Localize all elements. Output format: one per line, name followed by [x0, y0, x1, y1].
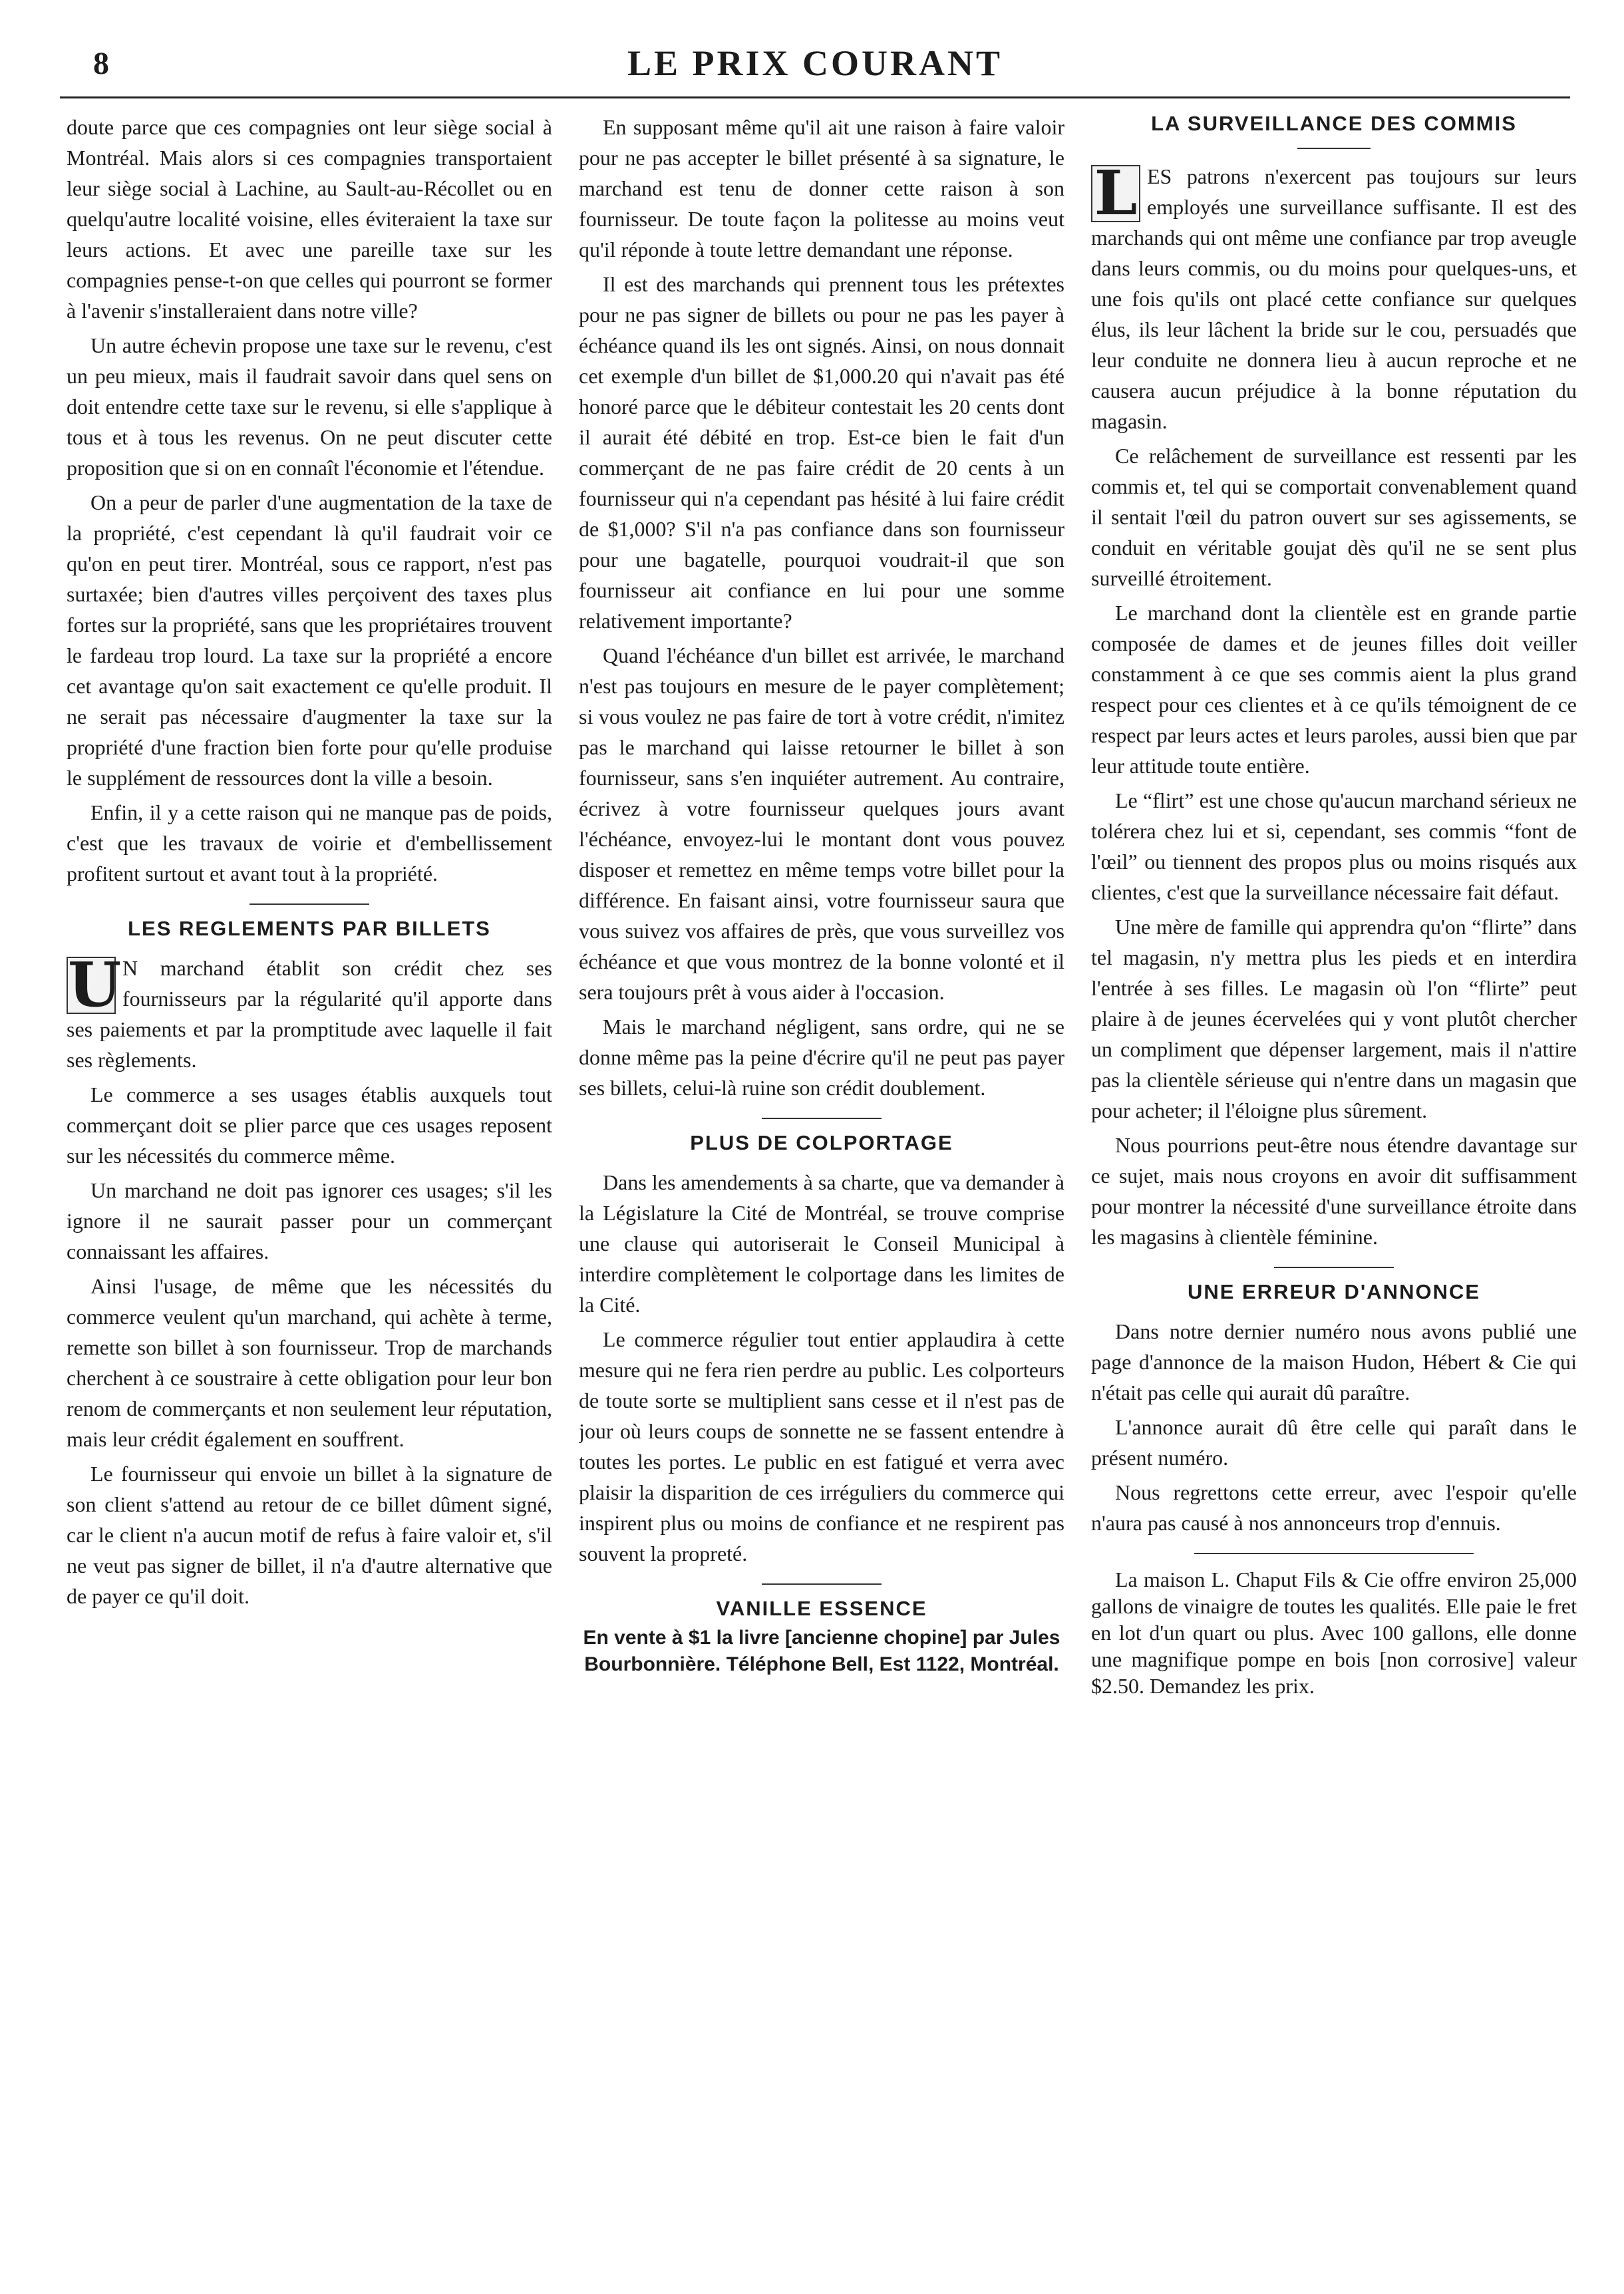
colportage-paragraph-2: Le commerce régulier tout entier applaudira à cette mesure qui ne fera rien perdre au public. Les colporteurs de toute sorte se multiplient sans cesse et il n'est pas de jour où leurs coups de sonnette ne se fassent entendre à toutes les portes. Le public en est fatigué et verra avec plaisir la disparition de ces irréguliers du commerce qui inspirent plus ou moins de confiance et ne respirent pas souvent la propreté. [579, 1327, 1064, 1565]
reglements-paragraph-1-text: N marchand établit son crédit chez ses fournisseurs par la régularité qu'il apporte dans ses paiements et par la promptitude avec laquelle il fait ses règlements. [67, 956, 552, 1072]
reglements-paragraph-1 [67, 949, 552, 1075]
section-divider [762, 1118, 882, 1119]
chaput-notice: La maison L. Chaput Fils & Cie offre environ 25,000 gallons de vinaigre de toutes les qualités. Elle paie le fret en lot d'un quart ou plus. Avec 100 gallons, elle donne une magnifique pompe en bois [non corrosive] valeur $2.50. Demandez les prix. [1091, 1567, 1577, 1698]
newspaper-page [60, 33, 1577, 2262]
surveillance-paragraph-6: Nous pourrions peut-être nous étendre davantage sur ce sujet, mais nous croyons en avoir dit suffisamment pour montrer la nécessité d'une surveillance étroite dans les magasins à clientèle féminine. [1091, 1133, 1577, 1249]
heading-plus-de-colportage: PLUS DE COLPORTAGE [690, 1131, 953, 1154]
drop-cap-letter: L [1091, 165, 1140, 222]
heading-vanille-essence: VANILLE ESSENCE [716, 1597, 927, 1620]
page-header [60, 33, 1570, 98]
billets-paragraph-1: En supposant même qu'il ait une raison à faire valoir pour ne pas accepter le billet présenté à sa signature, le marchand est tenu de donner cette raison à son fournisseur. De toute façon la politesse au moins veut qu'il réponde à toute lettre demandant une réponse. [579, 115, 1064, 261]
surveillance-paragraph-4: Le “flirt” est une chose qu'aucun marchand sérieux ne tolérera chez lui et si, cependant, ses commis “font de l'œil” ou tiennent des propos plus ou moins risqués aux clientes, c'est que la surveillance nécessaire fait défaut. [1091, 788, 1577, 904]
reglements-paragraph-3: Un marchand ne doit pas ignorer ces usages; s'il les ignore il ne saurait passer pour un commerçant connaissant les affaires. [67, 1178, 552, 1263]
billets-paragraph-3: Quand l'échéance d'un billet est arrivée, le marchand n'est pas toujours en mesure de le payer complètement; si vous voulez ne pas faire de tort à votre crédit, n'imitez pas le marchand qui laisse retourner le billet à son fournisseur, sans s'en inquiéter autrement. Au contraire, écrivez à votre fournisseur quelques jours avant l'échéance, envoyez-lui le montant dont vous pouvez disposer et remettez en même temps votre billet pour la différence. En faisant ainsi, votre fournisseur saura que vous suivez vos affaires de près, que vous surveillez vos échéance et que vous montrez de la bonne volonté et il sera toujours prêt à vous aider à l'occasion. [579, 643, 1064, 1004]
section-divider [249, 903, 369, 905]
reglements-paragraph-5: Le fournisseur qui envoie un billet à la signature de son client s'attend au retour de ce billet dûment signé, car le client n'a aucun motif de refus à faire valoir et, s'il ne veut pas signer de billet, il n'a d'autre alternative que de payer ce qu'il doit. [67, 1462, 552, 1608]
article-columns [60, 112, 1577, 2261]
heading-erreur-annonce: UNE ERREUR D'ANNONCE [1187, 1280, 1481, 1303]
column-right [1091, 112, 1577, 2261]
column-middle [579, 112, 1064, 2261]
taxes-paragraph-1: doute parce que ces compagnies ont leur siège social à Montréal. Mais alors si ces compagnies transportaient leur siège social à Lachine, au Sault-au-Récollet ou en quelqu'autre localité voisine, elles éviteraient la taxe sur leurs actions. Et avec une pareille taxe sur les compagnies pense-t-on que celles qui pourront se former à l'avenir s'installeraient dans notre ville? [67, 115, 552, 323]
billets-paragraph-2: Il est des marchands qui prennent tous les prétextes pour ne pas signer de billets ou pour ne pas les payer à échéance quand ils les ont signés. Ainsi, on nous donnait cet exemple d'un billet de $1,000.20 qui n'avait pas été honoré parce que le débiteur contestait les 20 cents dont il aurait été débité en trop. Est-ce bien le fait d'un commerçant de ne pas faire crédit de 20 cents à un fournisseur qui n'a cependant pas hésité à lui faire crédit de $1,000? S'il n'a pas confiance dans son fournisseur pour une bagatelle, pourquoi voudrait-il que son fournisseur ait confiance en lui pour une somme relativement importante? [579, 272, 1064, 633]
surveillance-paragraph-1 [1091, 157, 1577, 436]
surveillance-paragraph-3: Le marchand dont la clientèle est en grande partie composée de dames et de jeunes filles doit veiller constamment à ce que ses commis aient la plus grand respect pour ces clientes et à ce qu'ils témoignent de ce respect par leurs actes et leurs paroles, aussi bien que par leur attitude toute entière. [1091, 601, 1577, 778]
vanille-notice: En vente à $1 la livre [ancienne chopine] par Jules Bourbonnière. Téléphone Bell, Est 1122, Montréal. [583, 1627, 1060, 1675]
billets-paragraph-4: Mais le marchand négligent, sans ordre, qui ne se donne même pas la peine d'écrire qu'il ne peut pas payer ses billets, celui-là ruine son crédit doublement. [579, 1015, 1064, 1100]
page-number: 8 [93, 46, 109, 81]
surveillance-paragraph-1-text: ES patrons n'exercent pas toujours sur leurs employés une surveillance suffisante. Il est des marchands qui ont même une confiance par trop aveugle dans leurs commis, ou du moins pour quelques-uns, et une fois qu'ils ont placé cette confiance sur quelques élus, ils leur lâchent la bride sur le cou, persuadés que leur conduite ne donnera lieu à aucun reproche et ne causera aucun préjudice à la bonne réputation du magasin. [1091, 164, 1577, 433]
section-divider [1274, 1267, 1394, 1268]
heading-surveillance-des-commis: LA SURVEILLANCE DES COMMIS [1151, 112, 1517, 135]
erreur-paragraph-1: Dans notre dernier numéro nous avons publié une page d'annonce de la maison Hudon, Hébert & Cie qui n'était pas celle qui aurait dû paraître. [1091, 1319, 1577, 1404]
reglements-paragraph-2: Le commerce a ses usages établis auxquels tout commerçant doit se plier parce que ces usages reposent sur les nécessités du commerce même. [67, 1082, 552, 1168]
section-divider [762, 1583, 882, 1585]
section-divider [1194, 1553, 1474, 1554]
taxes-paragraph-4: Enfin, il y a cette raison qui ne manque pas de poids, c'est que les travaux de voirie et d'embellissement profitent surtout et avant tout à la propriété. [67, 800, 552, 886]
erreur-paragraph-3: Nous regrettons cette erreur, avec l'espoir qu'elle n'aura pas causé à nos annonceurs trop d'ennuis. [1091, 1480, 1577, 1535]
reglements-paragraph-4: Ainsi l'usage, de même que les nécessités du commerce veulent qu'un marchand, qui achète à terme, remette son billet à son fournisseur. Trop de marchands cherchent à ce soustraire à cette obligation pour leur bon renom de commerçants et non seulement leur réputation, mais leur crédit également en souffrent. [67, 1274, 552, 1451]
journal-title: LE PRIX COURANT [627, 43, 1003, 83]
section-divider [1297, 148, 1371, 149]
surveillance-paragraph-2: Ce relâchement de surveillance est ressenti par les commis et, tel qui se comportait convenablement quand il sentait l'œil du patron ouvert sur ses agissements, se conduit en véritable goujat dès qu'il ne se sent plus surveillé étroitement. [1091, 444, 1577, 590]
taxes-paragraph-2: Un autre échevin propose une taxe sur le revenu, c'est un peu mieux, mais il faudrait savoir dans quel sens on doit entendre cette taxe sur le revenu, si elle s'applique à tous et à tous les revenus. On ne peut discuter cette proposition que si on en connaît l'économie et l'étendue. [67, 333, 552, 480]
erreur-paragraph-2: L'annonce aurait dû être celle qui paraît dans le présent numéro. [1091, 1415, 1577, 1470]
taxes-paragraph-3: On a peur de parler d'une augmentation de la taxe de la propriété, c'est cependant là qu'il faudrait voir ce qu'on en peut tirer. Montréal, sous ce rapport, n'est pas surtaxée; bien d'autres villes perçoivent des taxes plus fortes sur la propriété, sans que les propriétaires trouvent le fardeau trop lourd. La taxe sur la propriété a encore cet avantage qu'on sait exactement ce qu'elle produit. Il ne serait pas nécessaire d'augmenter la taxe sur la propriété d'une fraction bien forte pour qu'elle produise le supplément de ressources dont la ville a besoin. [67, 490, 552, 790]
surveillance-paragraph-5: Une mère de famille qui apprendra qu'on “flirte” dans tel magasin, n'y mettra plus les pieds et en interdira l'entrée à ses filles. Le magasin où l'on “flirte” peut plaire à de jeunes écervelées qui y vont plutôt chercher un compliment que dépenser largement, mais il n'attire pas la clientèle sérieuse qui n'entre dans un magasin que pour acheter; il l'éloigne plus sûrement. [1091, 915, 1577, 1122]
heading-reglements-par-billets: LES REGLEMENTS PAR BILLETS [128, 917, 491, 940]
drop-cap-letter: U [68, 949, 122, 1021]
column-left [67, 112, 552, 2261]
colportage-paragraph-1: Dans les amendements à sa charte, que va demander à la Législature la Cité de Montréal, se trouve comprise une clause qui autoriserait le Conseil Municipal à interdire complètement le colportage dans les limites de la Cité. [579, 1170, 1064, 1317]
